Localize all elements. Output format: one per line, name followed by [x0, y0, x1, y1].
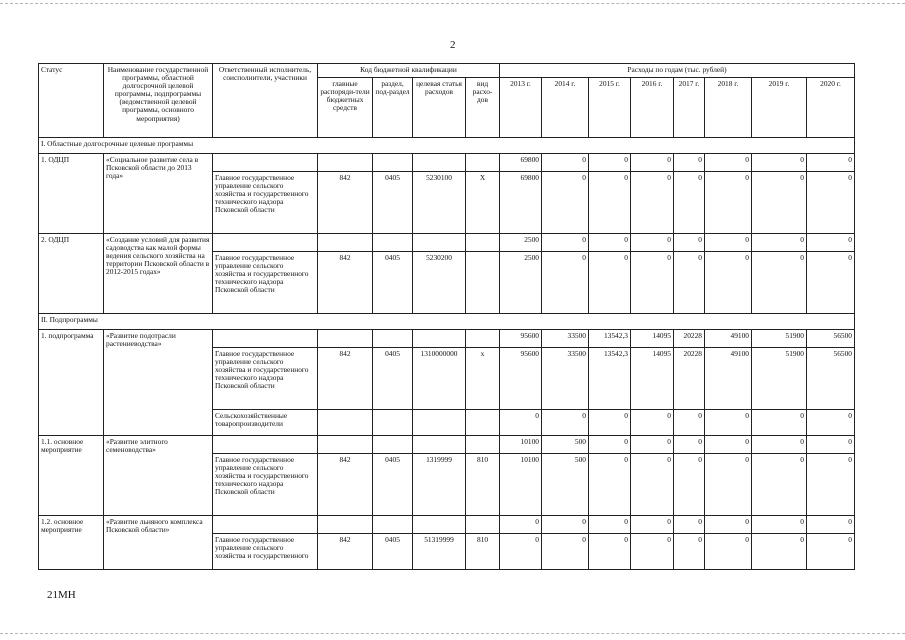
header-year: 2015 г.	[589, 78, 631, 138]
value-cell: 0	[752, 454, 807, 516]
empty-cell	[373, 330, 413, 348]
code-cell: 842	[318, 454, 373, 516]
footer-code: 21МН	[47, 589, 76, 601]
header-year: 2019 г.	[752, 78, 807, 138]
total-row	[39, 154, 855, 172]
value-cell: 0	[542, 234, 589, 252]
total-row	[39, 436, 855, 454]
value-cell: 0	[807, 516, 855, 534]
total-row	[39, 330, 855, 348]
code-cell: 842	[318, 252, 373, 314]
value-cell: 0	[705, 234, 752, 252]
value-cell: 0	[705, 534, 752, 570]
empty-cell	[318, 516, 373, 534]
value-cell: 0	[542, 154, 589, 172]
empty-cell	[373, 234, 413, 252]
value-cell: 0	[674, 154, 705, 172]
header-code-target-item: целевая статья расходов	[413, 78, 466, 138]
value-cell: 0	[631, 534, 674, 570]
value-cell: 0	[542, 516, 589, 534]
budget-table	[38, 63, 855, 570]
code-cell: 1319999	[413, 454, 466, 516]
code-cell: 5230200	[413, 252, 466, 314]
scan-edge-top	[0, 3, 905, 5]
value-cell: 0	[705, 410, 752, 436]
scan-edge-bottom	[0, 633, 905, 635]
value-cell: 0	[807, 154, 855, 172]
value-cell: 0	[589, 154, 631, 172]
empty-cell	[413, 516, 466, 534]
header-row-1	[39, 64, 855, 78]
code-cell	[413, 410, 466, 436]
header-code-section: раздел, под-раздел	[373, 78, 413, 138]
executor-cell: Главное государственное управление сельского хозяйства и государственного технического надзора Псковской области	[213, 454, 318, 516]
empty-cell	[373, 154, 413, 172]
value-cell: 0	[705, 436, 752, 454]
value-cell: 14095	[631, 330, 674, 348]
value-cell: 0	[631, 252, 674, 314]
value-cell: 0	[807, 172, 855, 234]
value-cell: 20228	[674, 348, 705, 410]
header-executor: Ответственный исполнитель, соисполнители, участники	[213, 64, 318, 138]
value-cell: 0	[631, 516, 674, 534]
value-cell: 0	[752, 534, 807, 570]
value-cell: 0	[589, 252, 631, 314]
value-cell: 0	[631, 436, 674, 454]
value-cell: 0	[674, 454, 705, 516]
total-row	[39, 234, 855, 252]
executor-cell: Главное государственное управление сельского хозяйства и государственного технического надзора Псковской области	[213, 172, 318, 234]
executor-cell: Главное государственное управление сельского хозяйства и государственного технического надзора Псковской области	[213, 252, 318, 314]
value-cell: 0	[807, 410, 855, 436]
empty-cell	[213, 234, 318, 252]
value-cell: 0	[542, 172, 589, 234]
value-cell: 69800	[500, 154, 542, 172]
empty-cell	[213, 516, 318, 534]
value-cell: 0	[674, 534, 705, 570]
value-cell: 0	[631, 154, 674, 172]
status-cell: 2. ОДЦП	[39, 234, 104, 314]
code-cell: 810	[466, 454, 500, 516]
empty-cell	[413, 436, 466, 454]
value-cell: 0	[500, 534, 542, 570]
value-cell: 0	[589, 172, 631, 234]
value-cell: 0	[631, 454, 674, 516]
code-cell: х	[466, 348, 500, 410]
value-cell: 13542,3	[589, 348, 631, 410]
section-row	[39, 314, 855, 330]
value-cell: 2500	[500, 234, 542, 252]
code-cell: 1310000000	[413, 348, 466, 410]
value-cell: 0	[589, 234, 631, 252]
code-cell: 0405	[373, 348, 413, 410]
empty-cell	[213, 330, 318, 348]
value-cell: 0	[807, 252, 855, 314]
empty-cell	[466, 154, 500, 172]
empty-cell	[466, 516, 500, 534]
executor-cell: Главное государственное управление сельского хозяйства и государственного	[213, 534, 318, 570]
value-cell: 0	[674, 234, 705, 252]
status-cell: 1. ОДЦП	[39, 154, 104, 234]
value-cell: 0	[807, 534, 855, 570]
program-name-cell: «Развитие подотрасли растениеводства»	[104, 330, 213, 436]
value-cell: 0	[752, 172, 807, 234]
empty-cell	[413, 330, 466, 348]
program-name-cell: «Развитие элитного семеноводства»	[104, 436, 213, 516]
header-year: 2013 г.	[500, 78, 542, 138]
value-cell: 0	[631, 234, 674, 252]
value-cell: 0	[752, 410, 807, 436]
value-cell: 10100	[500, 454, 542, 516]
section-title: II. Подпрограммы	[39, 314, 855, 330]
code-cell	[373, 410, 413, 436]
value-cell: 500	[542, 436, 589, 454]
header-status: Статус	[39, 64, 104, 138]
header-year: 2016 г.	[631, 78, 674, 138]
status-cell: 1. подпрограмма	[39, 330, 104, 436]
status-cell: 1.2. основное мероприятие	[39, 516, 104, 570]
header-year: 2020 г.	[807, 78, 855, 138]
value-cell: 0	[752, 516, 807, 534]
value-cell: 0	[807, 234, 855, 252]
header-budget-code: Код бюджетной квалификации	[318, 64, 500, 78]
header-year: 2017 г.	[674, 78, 705, 138]
total-row	[39, 516, 855, 534]
value-cell: 0	[752, 234, 807, 252]
empty-cell	[413, 154, 466, 172]
value-cell: 14095	[631, 348, 674, 410]
empty-cell	[373, 516, 413, 534]
empty-cell	[466, 436, 500, 454]
value-cell: 56500	[807, 348, 855, 410]
value-cell: 0	[542, 410, 589, 436]
value-cell: 0	[674, 252, 705, 314]
empty-cell	[318, 154, 373, 172]
value-cell: 0	[542, 534, 589, 570]
empty-cell	[318, 234, 373, 252]
value-cell: 0	[589, 436, 631, 454]
header-year: 2014 г.	[542, 78, 589, 138]
value-cell: 33500	[542, 330, 589, 348]
value-cell: 0	[589, 454, 631, 516]
code-cell: 5230100	[413, 172, 466, 234]
header-code-main-manager: главные распоряди-тели бюджетных средств	[318, 78, 373, 138]
value-cell: 20228	[674, 330, 705, 348]
value-cell: 0	[705, 454, 752, 516]
value-cell: 0	[542, 252, 589, 314]
value-cell: 0	[631, 410, 674, 436]
value-cell: 2500	[500, 252, 542, 314]
section-row	[39, 138, 855, 154]
empty-cell	[466, 234, 500, 252]
program-name-cell: «Создание условий для развития садоводства как малой формы ведения сельского хозяйства на территории Псковской области в 2012-2015 годах»	[104, 234, 213, 314]
code-cell: 0405	[373, 454, 413, 516]
value-cell: 0	[674, 516, 705, 534]
value-cell: 49100	[705, 330, 752, 348]
value-cell: 0	[705, 154, 752, 172]
value-cell: 0	[631, 172, 674, 234]
value-cell: 0	[674, 410, 705, 436]
value-cell: 0	[807, 454, 855, 516]
value-cell: 0	[589, 516, 631, 534]
code-cell: 842	[318, 172, 373, 234]
value-cell: 500	[542, 454, 589, 516]
code-cell: 51319999	[413, 534, 466, 570]
value-cell: 95600	[500, 330, 542, 348]
value-cell: 69800	[500, 172, 542, 234]
header-year: 2018 г.	[705, 78, 752, 138]
empty-cell	[466, 330, 500, 348]
code-cell: Х	[466, 172, 500, 234]
section-title: I. Областные долгосрочные целевые программы	[39, 138, 855, 154]
header-code-expense-type: вид расхо-дов	[466, 78, 500, 138]
code-cell	[466, 252, 500, 314]
executor-cell: Сельскохозяйственные товаропроизводители	[213, 410, 318, 436]
page-number: 2	[450, 39, 456, 51]
value-cell: 51900	[752, 348, 807, 410]
code-cell	[466, 410, 500, 436]
empty-cell	[213, 436, 318, 454]
value-cell: 33500	[542, 348, 589, 410]
program-name-cell: «Социальное развитие села в Псковской области до 2013 года»	[104, 154, 213, 234]
value-cell: 0	[705, 516, 752, 534]
value-cell: 56500	[807, 330, 855, 348]
empty-cell	[318, 330, 373, 348]
code-cell: 842	[318, 534, 373, 570]
empty-cell	[413, 234, 466, 252]
program-name-cell: «Развитие льняного комплекса Псковской области»	[104, 516, 213, 570]
value-cell: 51900	[752, 330, 807, 348]
code-cell: 0405	[373, 534, 413, 570]
code-cell: 0405	[373, 252, 413, 314]
status-cell: 1.1. основное мероприятие	[39, 436, 104, 516]
empty-cell	[318, 436, 373, 454]
value-cell: 0	[500, 410, 542, 436]
value-cell: 10100	[500, 436, 542, 454]
value-cell: 0	[705, 252, 752, 314]
value-cell: 0	[705, 172, 752, 234]
value-cell: 0	[674, 436, 705, 454]
value-cell: 0	[752, 154, 807, 172]
value-cell: 0	[807, 436, 855, 454]
code-cell: 842	[318, 348, 373, 410]
header-program-name: Наименование государственной программы, областной долгосрочной целевой программы, подпрограммы (ведомственной целевой программы, основного мероприятия)	[104, 64, 213, 138]
value-cell: 0	[589, 410, 631, 436]
code-cell	[318, 410, 373, 436]
header-expenses: Расходы по годам (тыс. рублей)	[500, 64, 855, 78]
value-cell: 0	[752, 436, 807, 454]
empty-cell	[373, 436, 413, 454]
value-cell: 0	[752, 252, 807, 314]
code-cell: 0405	[373, 172, 413, 234]
executor-cell: Главное государственное управление сельского хозяйства и государственного технического надзора Псковской области	[213, 348, 318, 410]
value-cell: 0	[589, 534, 631, 570]
value-cell: 0	[500, 516, 542, 534]
value-cell: 0	[674, 172, 705, 234]
value-cell: 95600	[500, 348, 542, 410]
code-cell: 810	[466, 534, 500, 570]
value-cell: 13542,3	[589, 330, 631, 348]
value-cell: 49100	[705, 348, 752, 410]
empty-cell	[213, 154, 318, 172]
